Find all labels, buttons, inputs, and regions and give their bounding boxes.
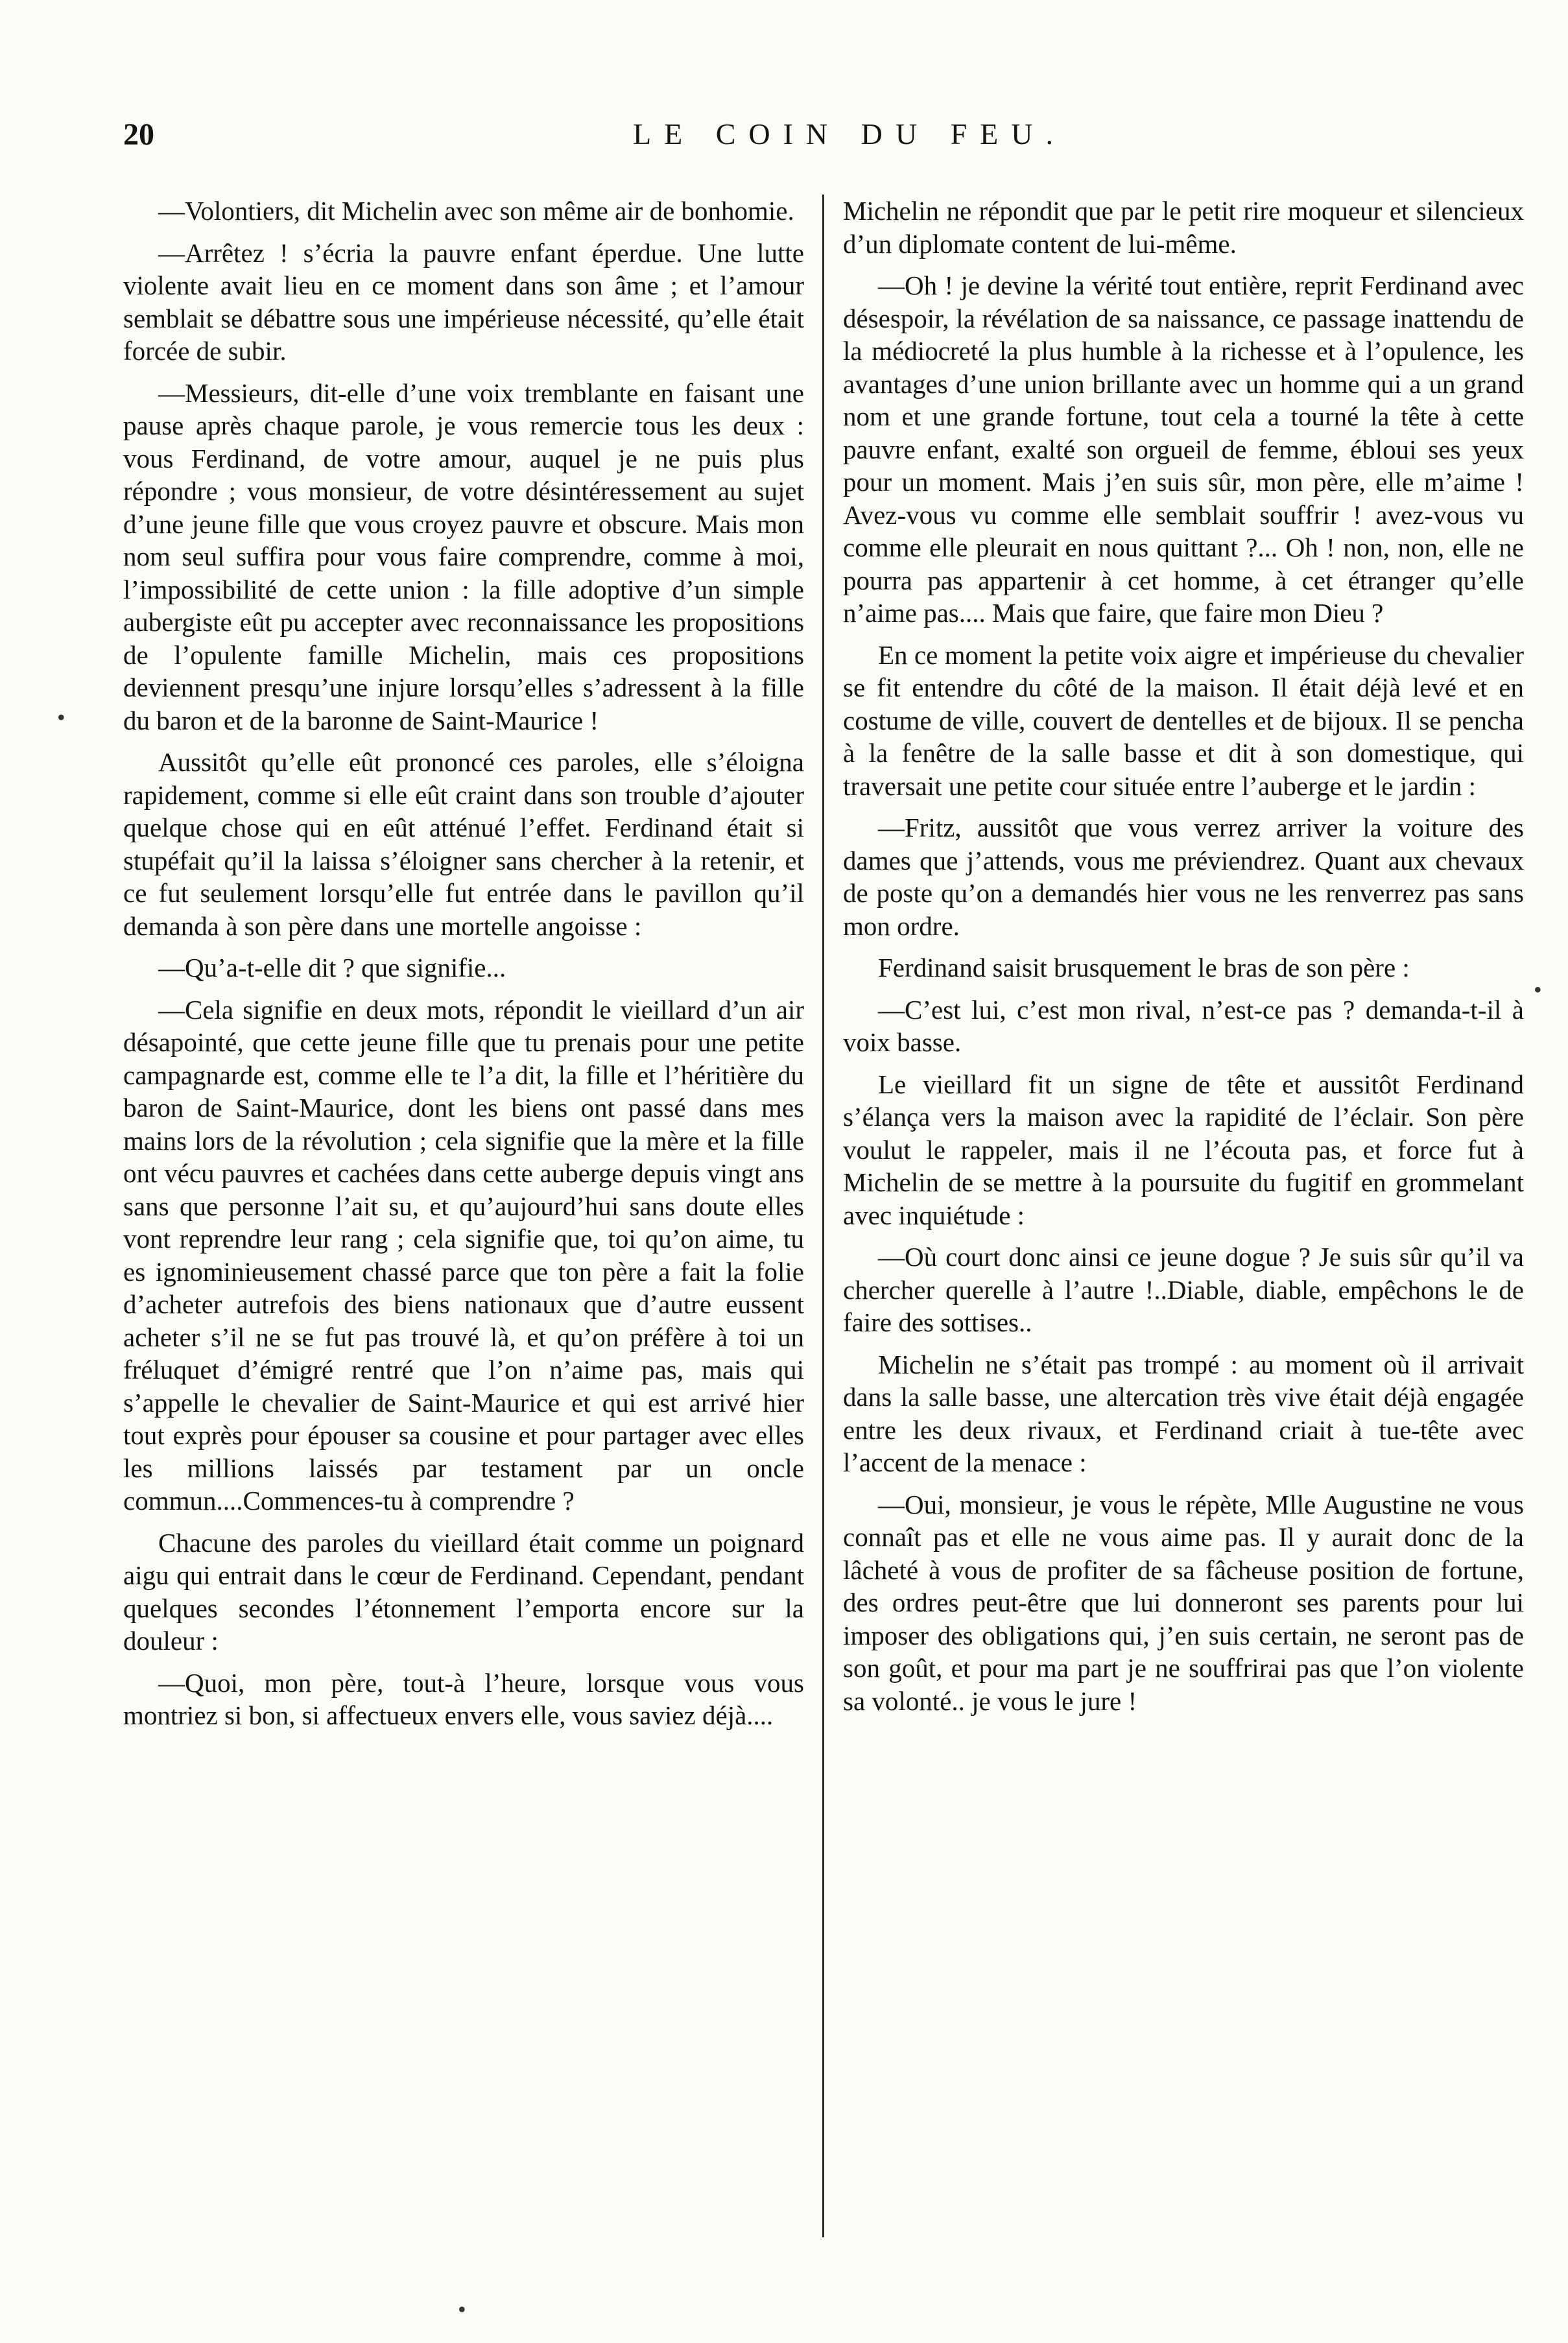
left-column-paragraph: —Quoi, mon père, tout-à l’heure, lorsque vous vous montriez si bon, si affectueux envers elle, vous saviez déjà....: [123, 1667, 804, 1730]
margin-mark: •: [57, 704, 65, 730]
running-title: LE COIN DU FEU.: [633, 117, 1066, 150]
right-column-paragraph: Michelin ne répondit que par le petit rire moqueur et silencieux d’un diplomate content de lui-même.: [843, 196, 1524, 259]
margin-mark: •: [1534, 977, 1542, 1003]
right-column: [843, 195, 1524, 2263]
right-column-paragraph: Michelin ne s’était pas trompé : au moment où il arrivait dans la salle basse, une altercation très vive était déjà engagée entre les deux rivaux, et Ferdinand criait à tue-tête avec l’accent de la menace :: [843, 1349, 1524, 1477]
left-column: [123, 195, 804, 2263]
left-column-paragraph: —Arrêtez ! s’écria la pauvre enfant éperdue. Une lutte violente avait lieu en ce moment dans son âme ; et l’amour semblait se débattre sous une impérieuse nécessité, qu’elle était forcée de subir.: [123, 237, 804, 366]
page-number: 20: [123, 117, 154, 152]
column-divider: [822, 195, 824, 2237]
right-column-paragraph: —Oh ! je devine la vérité tout entière, reprit Ferdinand avec désespoir, la révélation de sa naissance, ce passage inattendu de la médiocreté la plus humble à la richesse et à l’opulence, les avantages d’une union brillante avec un homme qui a un grand nom et une grande fortune, tout cela a tourné la tête à cette pauvre enfant, exalté son orgueil de femme, ébloui ses yeux pour un moment. Mais j’en suis sûr, mon père, elle m’aime ! Avez-vous vu comme elle semblait souffrir ! avez-vous vu comme elle pleurait en nous quittant ?... Oh ! non, non, elle ne pourra pas appartenir à cet homme, à cet étranger qu’elle n’aime pas.... Mais que faire, que faire mon Dieu ?: [843, 270, 1524, 628]
right-column-paragraph: Ferdinand saisit brusquement le bras de son père :: [878, 953, 1410, 982]
margin-mark: •: [458, 2296, 466, 2322]
right-column-paragraph: —Fritz, aussitôt que vous verrez arriver la voiture des dames que j’attends, vous me préviendrez. Quant aux chevaux de poste qu’on a demandés hier vous ne les renverrez pas sans mon ordre.: [843, 813, 1524, 941]
right-column-paragraph: Le vieillard fit un signe de tête et aussitôt Ferdinand s’élança vers la maison avec la rapidité de l’éclair. Son père voulut le rappeler, mais il ne l’écouta pas, et force fut à Michelin de se mettre à la poursuite du fugitif en grommelant avec inquiétude :: [843, 1069, 1524, 1230]
left-column-paragraph: —Volontiers, dit Michelin avec son même air de bonhomie.: [158, 196, 794, 226]
left-column-paragraph: Aussitôt qu’elle eût prononcé ces paroles, elle s’éloigna rapidement, comme si elle eût craint dans son trouble d’ajouter quelque chose qui en eût atténué l’effet. Ferdinand était si stupéfait qu’il la laissa s’éloigner sans chercher à la retenir, et ce fut seulement lorsqu’elle fut entrée dans le pavillon qu’il demanda à son père dans une mortelle angoisse :: [123, 747, 804, 941]
left-column-paragraph: —Messieurs, dit-elle d’une voix tremblante en faisant une pause après chaque parole, je vous remercie tous les deux : vous Ferdinand, de votre amour, auquel je ne puis plus répondre ; vous monsieur, de votre désintéressement au sujet d’une jeune fille que vous croyez pauvre et obscure. Mais mon nom seul suffira pour vous faire comprendre, comme à moi, l’impossibilité de cette union : la fille adoptive d’un simple aubergiste eût pu accepter avec reconnaissance les propositions de l’opulente famille Michelin, mais ces propositions deviennent presqu’une injure lorsqu’elles s’adressent à la fille du baron et de la baronne de Saint-Maurice !: [123, 377, 804, 735]
right-column-paragraph: —Où court donc ainsi ce jeune dogue ? Je suis sûr qu’il va chercher querelle à l’autre !..Diable, diable, empêchons le de faire des sottises..: [843, 1242, 1524, 1337]
left-column-paragraph: Chacune des paroles du vieillard était comme un poignard aigu qui entrait dans le cœur de Ferdinand. Cependant, pendant quelques secondes l’étonnement l’emporta encore sur la douleur :: [123, 1527, 804, 1656]
right-column-paragraph: —Oui, monsieur, je vous le répète, Mlle Augustine ne vous connaît pas et elle ne vous aime pas. Il y aurait donc de la lâcheté à vous de profiter de sa fâcheuse position de fortune, des ordres peut-être que lui donneront ses parents pour lui imposer des obligations qui, j’en suis certain, ne seront pas de son goût, et pour ma part je ne souffrirai pas que l’on violente sa volonté.. je vous le jure !: [843, 1489, 1524, 1716]
right-column-paragraph: —C’est lui, c’est mon rival, n’est-ce pas ? demanda-t-il à voix basse.: [843, 994, 1524, 1057]
left-column-paragraph: —Qu’a-t-elle dit ? que signifie...: [158, 953, 506, 982]
right-column-paragraph: En ce moment la petite voix aigre et impérieuse du chevalier se fit entendre du côté de la maison. Il était déjà levé et en costume de ville, couvert de dentelles et de bijoux. Il se pencha à la fenêtre de la salle basse et dit à son domestique, qui traversait une petite cour située entre l’auberge et le jardin :: [843, 639, 1524, 801]
page-header: [123, 117, 1485, 169]
left-column-paragraph: —Cela signifie en deux mots, répondit le vieillard d’un air désapointé, que cette jeune fille que tu prenais pour une petite campagnarde est, comme elle te l’a dit, la fille et l’héritière du baron de Saint-Maurice, dont les biens ont passé dans mes mains lors de la révolution ; cela signifie que la mère et la fille ont vécu pauvres et cachées dans cette auberge depuis vingt ans sans que personne l’ait su, et qu’aujourd’hui sans doute elles vont reprendre leur rang ; cela signifie que, toi qu’on aime, tu es ignominieusement chassé parce que ton père a fait la folie d’acheter autrefois des biens nationaux que d’autre eussent acheter s’il ne se fut pas trouvé là, et qu’on préfère à toi un fréluquet d’émigré rentré que l’on n’aime pas, mais qui s’appelle le chevalier de Saint-Maurice et qui est arrivé hier tout exprès pour épouser sa cousine et pour partager avec elles les millions laissés par testament par un oncle commun....Commences-tu à comprendre ?: [123, 994, 804, 1516]
